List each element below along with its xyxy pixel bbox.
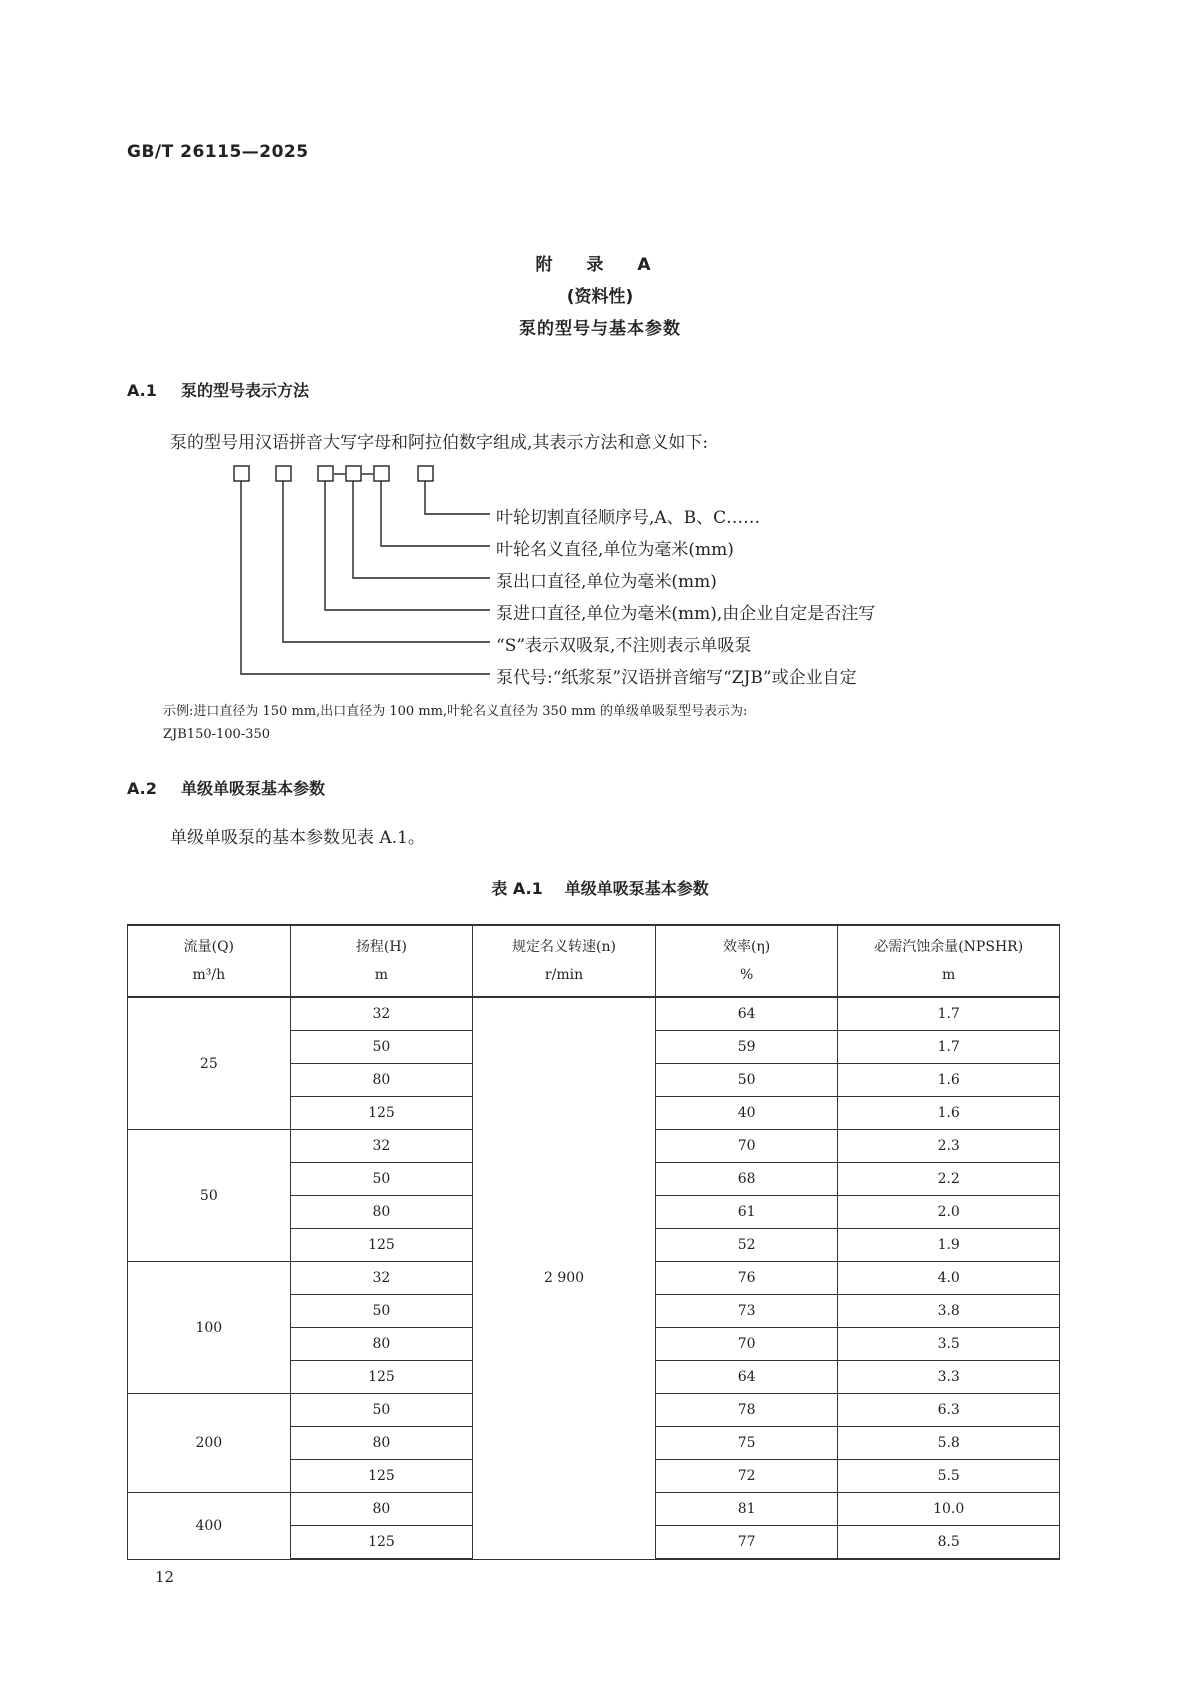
code-box-3 (318, 466, 333, 481)
header-efficiency: 效率(η) % (655, 925, 838, 997)
code-box-5 (374, 466, 389, 481)
npshr-cell: 5.5 (838, 1460, 1060, 1493)
table-body (128, 997, 1060, 1559)
section-a2-heading (127, 776, 325, 799)
efficiency-cell: 50 (655, 1064, 838, 1097)
annex-type: (资料性) (566, 287, 634, 307)
npshr-cell: 3.3 (838, 1361, 1060, 1394)
efficiency-cell: 72 (655, 1460, 838, 1493)
leader-line-2 (283, 481, 490, 642)
npshr-cell: 5.8 (838, 1427, 1060, 1460)
code-box-6 (418, 466, 433, 481)
efficiency-cell: 68 (655, 1163, 838, 1196)
npshr-cell: 2.0 (838, 1196, 1060, 1229)
parameters-table (127, 924, 1060, 1560)
legend-item: “S”表示双吸泵,不注则表示单吸泵 (496, 636, 752, 656)
head-cell: 80 (290, 1064, 473, 1097)
speed-cell: 2 900 (473, 997, 656, 1559)
npshr-cell: 10.0 (838, 1493, 1060, 1526)
npshr-cell: 8.5 (838, 1526, 1060, 1560)
npshr-cell: 1.9 (838, 1229, 1060, 1262)
example-code: ZJB150-100-350 (163, 727, 271, 742)
section-title: 泵的型号表示方法 (181, 381, 310, 400)
code-box-1 (234, 466, 249, 481)
head-cell: 50 (290, 1295, 473, 1328)
table-caption-title: 单级单吸泵基本参数 (564, 879, 709, 898)
head-cell: 125 (290, 1361, 473, 1394)
npshr-cell: 3.8 (838, 1295, 1060, 1328)
efficiency-cell: 78 (655, 1394, 838, 1427)
legend-item: 叶轮名义直径,单位为毫米(mm) (496, 540, 734, 560)
head-cell: 125 (290, 1526, 473, 1560)
section-a1-intro: 泵的型号用汉语拼音大写字母和阿拉伯数字组成,其表示方法和意义如下: (170, 433, 709, 453)
efficiency-cell: 70 (655, 1328, 838, 1361)
efficiency-cell: 76 (655, 1262, 838, 1295)
npshr-cell: 2.2 (838, 1163, 1060, 1196)
section-number: A.1 (127, 381, 157, 400)
head-cell: 32 (290, 1130, 473, 1163)
efficiency-cell: 77 (655, 1526, 838, 1560)
npshr-cell: 3.5 (838, 1328, 1060, 1361)
efficiency-cell: 64 (655, 1361, 838, 1394)
standard-code: GB/T 26115—2025 (127, 142, 309, 162)
legend-item: 泵出口直径,单位为毫米(mm) (496, 572, 717, 592)
head-cell: 80 (290, 1427, 473, 1460)
flow-cell: 100 (128, 1262, 291, 1394)
header-npshr: 必需汽蚀余量(NPSHR) m (838, 925, 1060, 997)
npshr-cell: 1.7 (838, 1031, 1060, 1064)
npshr-cell: 1.6 (838, 1097, 1060, 1130)
table-caption (0, 876, 1200, 899)
npshr-cell: 6.3 (838, 1394, 1060, 1427)
leader-line-4 (353, 481, 490, 578)
code-box-2 (276, 466, 291, 481)
table-row (128, 997, 1060, 1031)
legend-item: 泵代号:“纸浆泵”汉语拼音缩写“ZJB”或企业自定 (496, 668, 857, 688)
annex-name: 泵的型号与基本参数 (519, 319, 681, 339)
head-cell: 125 (290, 1460, 473, 1493)
head-cell: 32 (290, 997, 473, 1031)
efficiency-cell: 75 (655, 1427, 838, 1460)
efficiency-cell: 40 (655, 1097, 838, 1130)
efficiency-cell: 61 (655, 1196, 838, 1229)
page-number: 12 (155, 1568, 175, 1586)
head-cell: 80 (290, 1196, 473, 1229)
efficiency-cell: 73 (655, 1295, 838, 1328)
npshr-cell: 2.3 (838, 1130, 1060, 1163)
flow-cell: 50 (128, 1130, 291, 1262)
efficiency-cell: 81 (655, 1493, 838, 1526)
header-speed: 规定名义转速(n) r/min (473, 925, 656, 997)
legend-item: 泵进口直径,单位为毫米(mm),由企业自定是否注写 (496, 604, 876, 624)
efficiency-cell: 59 (655, 1031, 838, 1064)
efficiency-cell: 52 (655, 1229, 838, 1262)
table-caption-number: 表 A.1 (491, 879, 543, 898)
efficiency-cell: 64 (655, 997, 838, 1031)
head-cell: 32 (290, 1262, 473, 1295)
legend-item: 叶轮切割直径顺序号,A、B、C…… (496, 508, 761, 528)
table-header-row (128, 925, 1060, 997)
npshr-cell: 4.0 (838, 1262, 1060, 1295)
head-cell: 80 (290, 1493, 473, 1526)
section-a2-intro: 单级单吸泵的基本参数见表 A.1。 (170, 828, 425, 848)
head-cell: 125 (290, 1229, 473, 1262)
efficiency-cell: 70 (655, 1130, 838, 1163)
section-number: A.2 (127, 779, 157, 798)
flow-cell: 25 (128, 997, 291, 1130)
npshr-cell: 1.7 (838, 997, 1060, 1031)
head-cell: 125 (290, 1097, 473, 1130)
code-box-4 (346, 466, 361, 481)
head-cell: 80 (290, 1328, 473, 1361)
head-cell: 50 (290, 1163, 473, 1196)
header-head: 扬程(H) m (290, 925, 473, 997)
head-cell: 50 (290, 1394, 473, 1427)
head-cell: 50 (290, 1031, 473, 1064)
example-line: 示例:进口直径为 150 mm,出口直径为 100 mm,叶轮名义直径为 350 mm 的单级单吸泵型号表示为: (163, 704, 748, 719)
section-title: 单级单吸泵基本参数 (181, 779, 326, 798)
npshr-cell: 1.6 (838, 1064, 1060, 1097)
flow-cell: 200 (128, 1394, 291, 1493)
leader-line-6 (425, 481, 490, 514)
flow-cell: 400 (128, 1493, 291, 1560)
annex-title: 附 录 A (535, 255, 665, 275)
header-flow: 流量(Q) m³/h (128, 925, 291, 997)
